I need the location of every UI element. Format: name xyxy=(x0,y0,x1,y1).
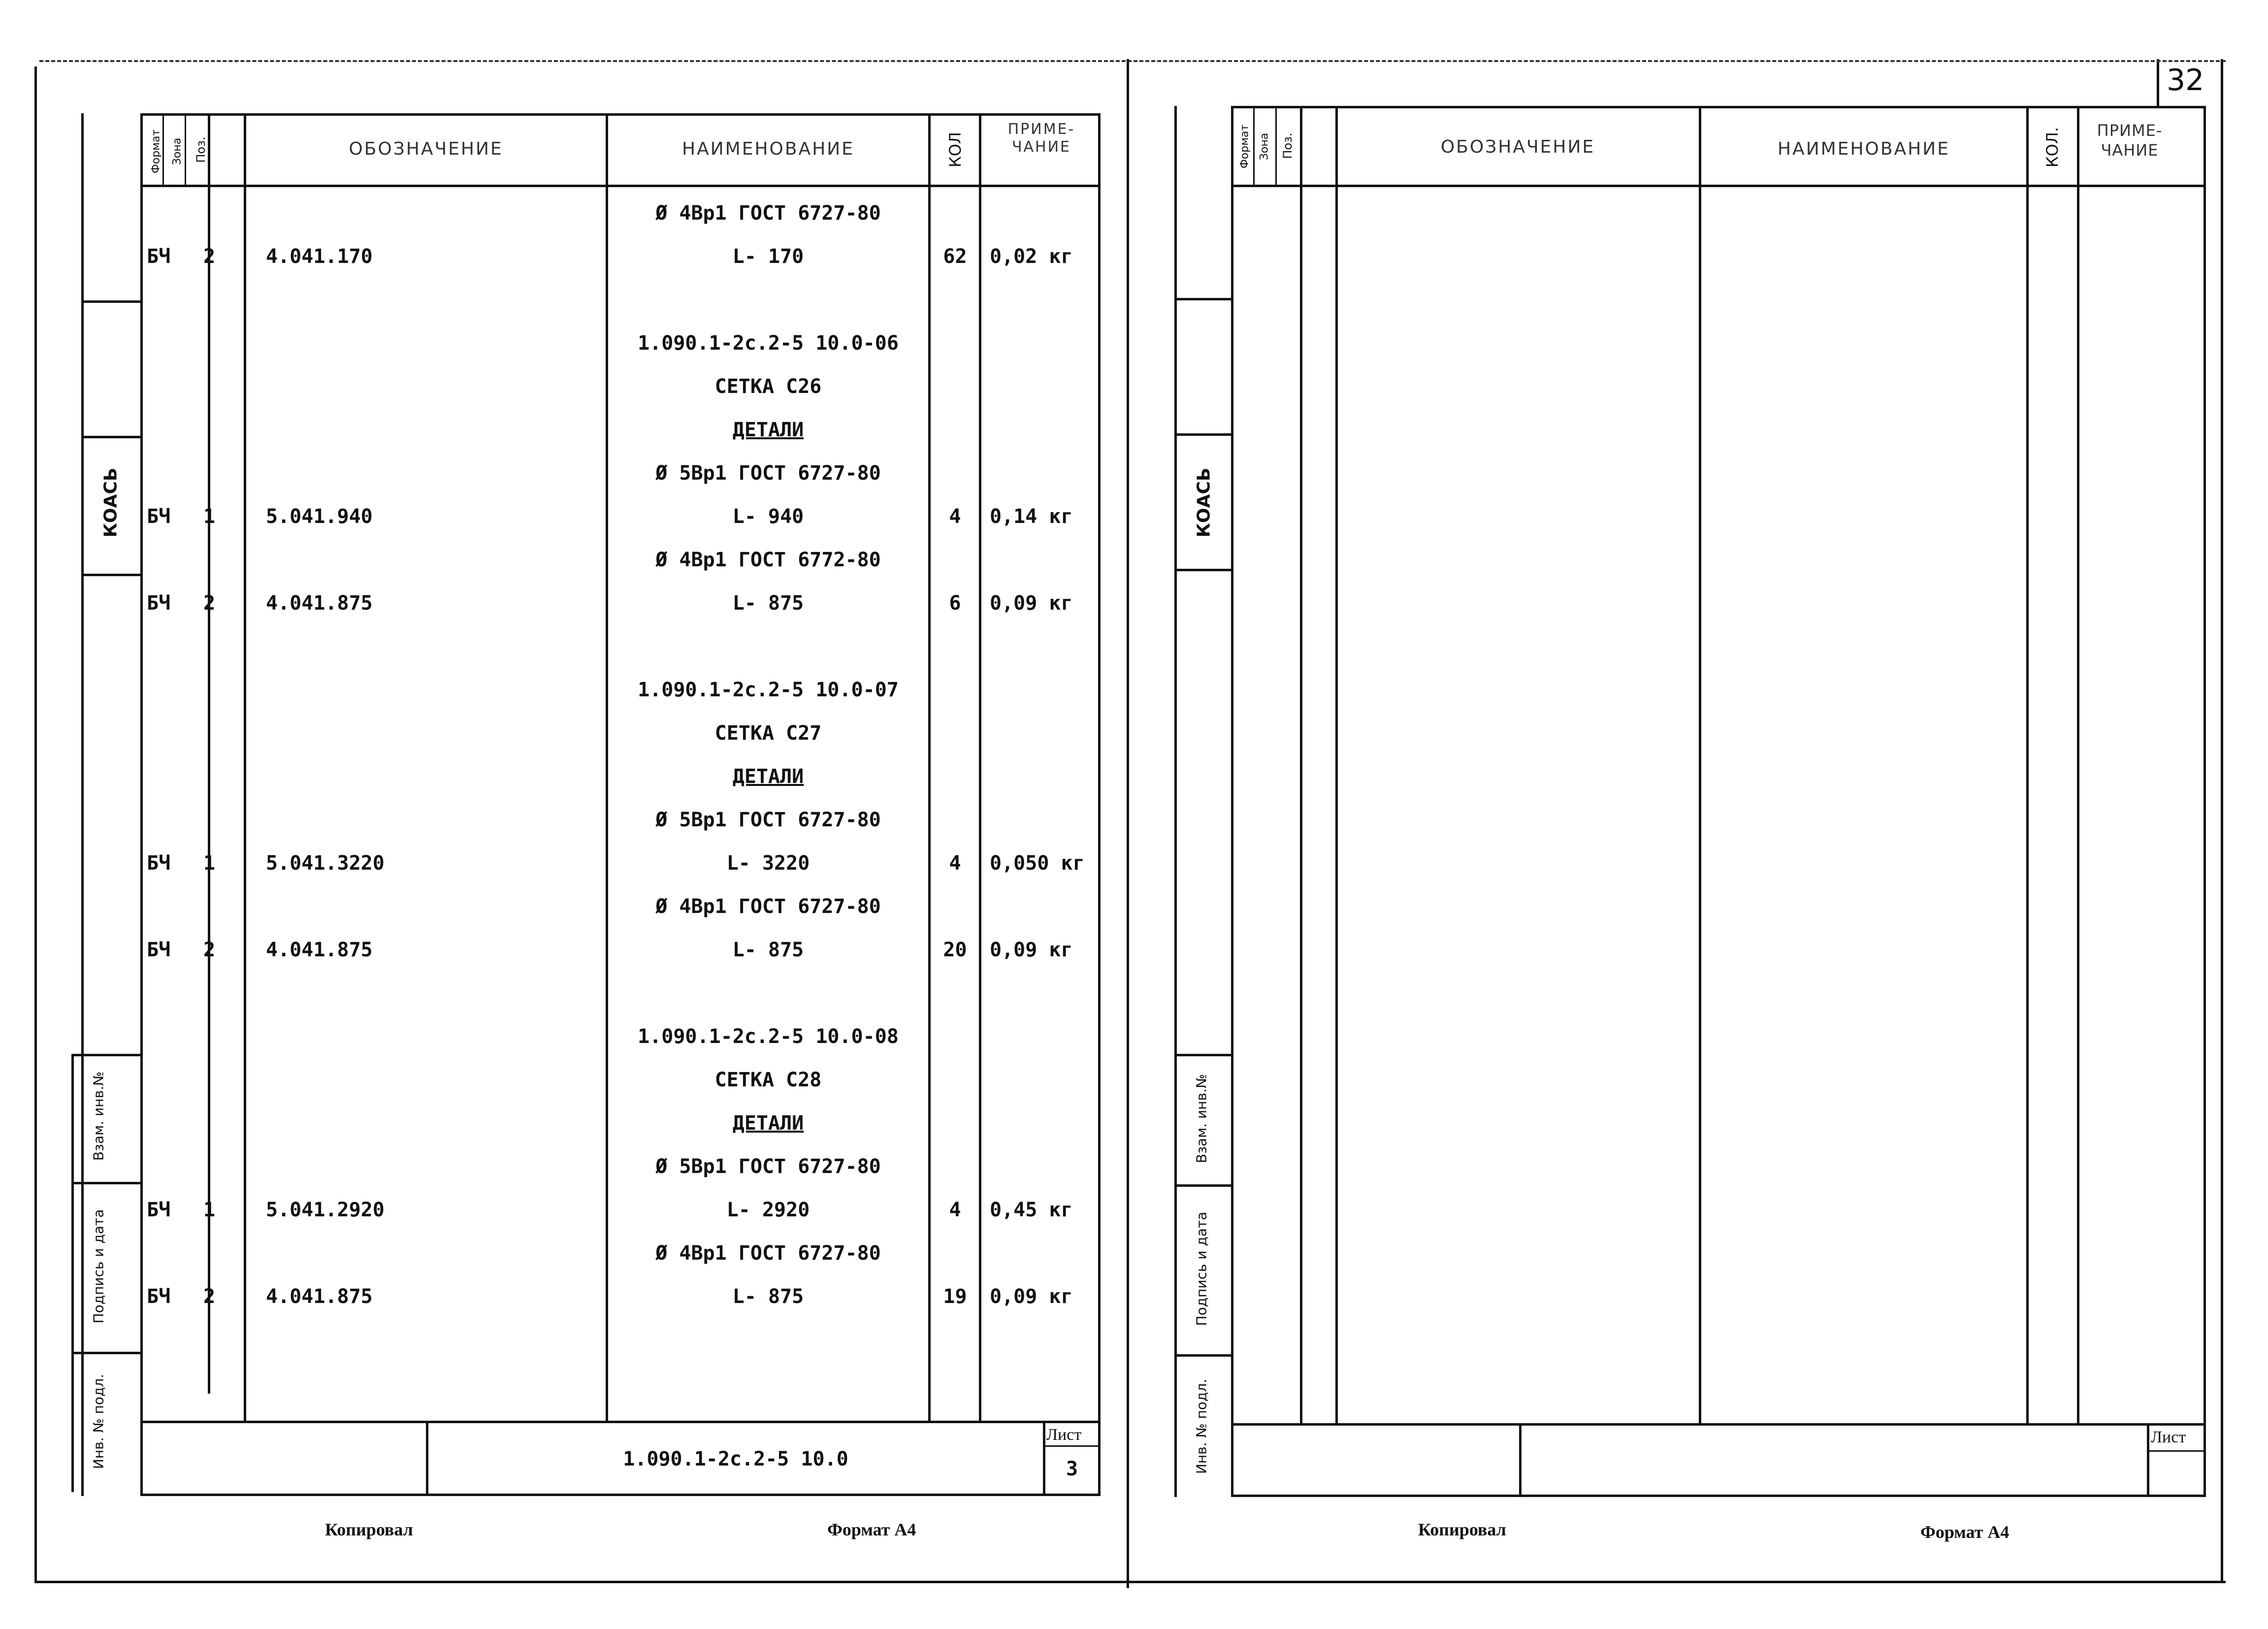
row-format: БЧ xyxy=(147,852,171,875)
row-name: СЕТКА С27 xyxy=(714,722,822,745)
row-format: БЧ xyxy=(147,939,171,961)
footer-copied: Копировал xyxy=(325,1520,413,1539)
r-header-format: Формат xyxy=(1238,124,1251,169)
row-name: СЕТКА С28 xyxy=(714,1069,822,1091)
row-designation: 4.041.875 xyxy=(266,592,373,615)
row-format: БЧ xyxy=(147,245,171,268)
r-col-zone xyxy=(1275,106,1277,185)
r-col-name xyxy=(1699,106,1701,1426)
row-format: БЧ xyxy=(147,1199,171,1221)
header-designation: ОБОЗНАЧЕНИЕ xyxy=(349,139,503,159)
row-quantity: 19 xyxy=(943,1285,967,1308)
row-quantity: 4 xyxy=(949,1199,961,1221)
row-note: 0,09 кг xyxy=(990,592,1073,615)
row-name: Ø 5Вр1 ГОСТ 6727-80 xyxy=(655,809,881,831)
row-name: СЕТКА С26 xyxy=(714,375,822,398)
r-header-qty: КОЛ. xyxy=(2043,127,2062,168)
r-stamp-inv-sub: Взам. инв.№ xyxy=(1193,1074,1210,1164)
right-titleblock-top xyxy=(1231,1423,2206,1426)
right-spec-table xyxy=(1231,106,2206,1497)
r-col-qty xyxy=(2026,106,2029,1426)
row-quantity: 20 xyxy=(943,939,967,961)
row-name: 1.090.1-2с.2-5 10.0-07 xyxy=(638,679,899,701)
row-quantity: 6 xyxy=(949,592,961,615)
right-sheet-border xyxy=(2221,59,2223,1583)
row-position: 2 xyxy=(203,592,216,615)
r-col-format xyxy=(1253,106,1255,185)
r-header-zone: Зона xyxy=(1258,132,1271,161)
stamp-inv-orig: Инв. № подл. xyxy=(90,1373,107,1469)
row-position: 2 xyxy=(203,939,216,961)
row-name: L- 170 xyxy=(732,245,804,268)
page-number: 32 xyxy=(2167,63,2204,98)
r-header-designation: ОБОЗНАЧЕНИЕ xyxy=(1440,137,1595,157)
row-designation: 4.041.875 xyxy=(266,1285,373,1308)
header-zone: Зона xyxy=(171,137,184,165)
r-footer-format: Формат А4 xyxy=(1920,1522,2009,1542)
r-stamp-kol-label: КОАСЬ xyxy=(1194,467,1214,538)
row-format: БЧ xyxy=(147,592,171,615)
row-note: 0,45 кг xyxy=(990,1199,1073,1221)
row-position: 1 xyxy=(203,505,216,528)
r-col-note xyxy=(2077,106,2079,1426)
col-name xyxy=(606,113,608,1423)
row-name: Ø 4Вр1 ГОСТ 6727-80 xyxy=(655,202,881,225)
header-note: ПРИМЕ- ЧАНИЕ xyxy=(1007,121,1075,156)
row-name: ДЕТАЛИ xyxy=(732,765,804,788)
row-quantity: 4 xyxy=(949,505,961,528)
row-designation: 4.041.170 xyxy=(266,245,373,268)
row-designation: 5.041.940 xyxy=(266,505,373,528)
row-designation: 4.041.875 xyxy=(266,939,373,961)
row-note: 0,050 кг xyxy=(990,852,1085,875)
r-header-note: ПРИМЕ- ЧАНИЕ xyxy=(2097,121,2163,160)
doc-code: 1.090.1-2с.2-5 10.0 xyxy=(623,1448,848,1470)
row-format: БЧ xyxy=(147,1285,171,1308)
page-number-divider xyxy=(2157,59,2159,108)
r-footer-copied: Копировал xyxy=(1418,1520,1506,1539)
r-col-designation xyxy=(1335,106,1338,1426)
footer-format: Формат А4 xyxy=(827,1520,916,1539)
row-name: Ø 4Вр1 ГОСТ 6772-80 xyxy=(655,549,881,571)
row-name: ДЕТАЛИ xyxy=(732,1112,804,1135)
r-stamp-inv-orig: Инв. № подл. xyxy=(1193,1378,1210,1474)
r-stamp-sign-date: Подпись и дата xyxy=(1193,1211,1210,1326)
row-designation: 5.041.3220 xyxy=(266,852,385,875)
row-quantity: 4 xyxy=(949,852,961,875)
row-name: L- 940 xyxy=(732,505,804,528)
stamp-sign-date: Подпись и дата xyxy=(90,1209,107,1324)
row-note: 0,09 кг xyxy=(990,939,1073,961)
row-quantity: 62 xyxy=(943,245,967,268)
row-name: Ø 5Вр1 ГОСТ 6727-80 xyxy=(655,462,881,485)
stamp-kol-label: КОАСЬ xyxy=(100,467,121,538)
row-name: L- 2920 xyxy=(726,1199,810,1221)
sheet-number: 3 xyxy=(1066,1458,1078,1480)
col-qty xyxy=(928,113,931,1423)
col-format xyxy=(162,113,164,187)
titleblock-sheet-line xyxy=(1043,1445,1101,1447)
row-note: 0,09 кг xyxy=(990,1285,1073,1308)
header-pos: Поз. xyxy=(194,136,208,163)
row-format: БЧ xyxy=(147,505,171,528)
row-name: 1.090.1-2с.2-5 10.0-08 xyxy=(638,1025,899,1048)
row-position: 2 xyxy=(203,1285,216,1308)
sheet-divider xyxy=(1127,59,1129,1588)
left-titleblock-top xyxy=(140,1421,1101,1423)
top-border xyxy=(39,60,2226,62)
r-titleblock-div1 xyxy=(1519,1423,1522,1497)
row-name: Ø 5Вр1 ГОСТ 6727-80 xyxy=(655,1155,881,1178)
row-position: 1 xyxy=(203,852,216,875)
row-position: 1 xyxy=(203,1199,216,1221)
row-note: 0,02 кг xyxy=(990,245,1073,268)
sheet-label: Лист xyxy=(1046,1426,1082,1444)
r-titleblock-sheet-line xyxy=(2147,1450,2206,1452)
row-name: 1.090.1-2с.2-5 10.0-06 xyxy=(638,332,899,355)
row-name: L- 875 xyxy=(732,1285,804,1308)
row-name: ДЕТАЛИ xyxy=(732,419,804,441)
header-format: Формат xyxy=(150,129,162,174)
row-name: Ø 4Вр1 ГОСТ 6727-80 xyxy=(655,1242,881,1265)
r-col-pos xyxy=(1300,106,1302,1426)
row-name: L- 3220 xyxy=(726,852,810,875)
r-header-name: НАИМЕНОВАНИЕ xyxy=(1778,139,1950,159)
row-name: L- 875 xyxy=(732,592,804,615)
right-header-line xyxy=(1231,185,2206,187)
right-stamp xyxy=(1174,106,1231,1497)
r-titleblock-div2 xyxy=(2147,1423,2149,1497)
row-position: 2 xyxy=(203,245,216,268)
stamp-inv-sub: Взам. инв.№ xyxy=(90,1071,107,1161)
row-note: 0,14 кг xyxy=(990,505,1073,528)
r-sheet-label: Лист xyxy=(2151,1428,2186,1446)
header-qty: КОЛ xyxy=(946,132,965,167)
left-stamp xyxy=(81,113,140,1496)
header-name: НАИМЕНОВАНИЕ xyxy=(682,139,854,159)
col-note xyxy=(979,113,981,1423)
left-header-line xyxy=(140,185,1101,187)
bottom-border xyxy=(34,1581,2226,1583)
row-name: L- 875 xyxy=(732,939,804,961)
r-header-pos: Поз. xyxy=(1281,132,1295,159)
row-designation: 5.041.2920 xyxy=(266,1199,385,1221)
row-name: Ø 4Вр1 ГОСТ 6727-80 xyxy=(655,895,881,918)
col-designation xyxy=(244,113,246,1423)
col-zone xyxy=(185,113,186,187)
